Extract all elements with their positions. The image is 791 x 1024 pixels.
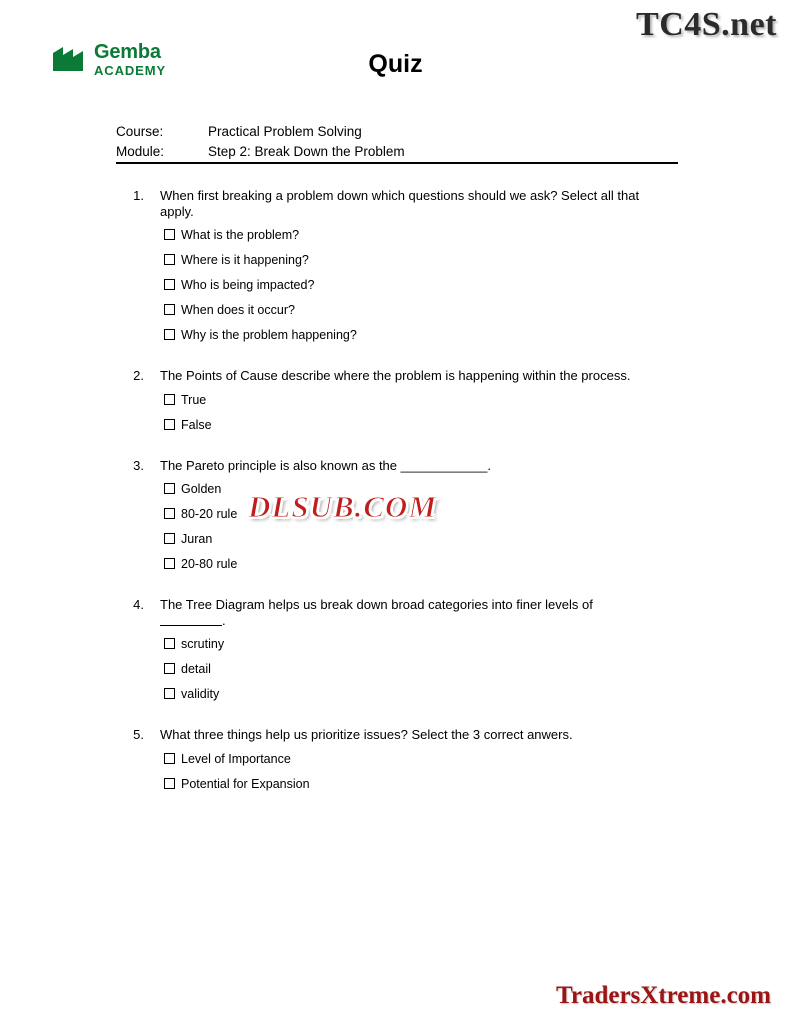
checkbox-icon[interactable] <box>164 663 175 674</box>
checkbox-icon[interactable] <box>164 229 175 240</box>
question-2-number: 2. <box>133 368 144 383</box>
watermark-tradersxtreme: TradersXtreme.com <box>556 982 771 1009</box>
checkbox-icon[interactable] <box>164 688 175 699</box>
option-label: What is the problem? <box>181 228 300 242</box>
page-title: Quiz <box>368 50 423 78</box>
logo-secondary-text: ACADEMY <box>94 63 167 78</box>
checkbox-icon[interactable] <box>164 419 175 430</box>
course-meta <box>116 122 678 162</box>
option-label: 80-20 rule <box>181 507 238 521</box>
checkbox-icon[interactable] <box>164 304 175 315</box>
checkbox-icon[interactable] <box>164 558 175 569</box>
watermark-tc4s: TC4S.net <box>636 6 777 43</box>
option-row[interactable] <box>164 303 716 317</box>
logo-primary-text: Gemba <box>94 41 161 63</box>
fill-in-blank[interactable] <box>160 614 222 626</box>
option-row[interactable] <box>164 393 716 407</box>
question-4-text <box>160 597 660 628</box>
option-label: detail <box>181 662 211 676</box>
option-label: Where is it happening? <box>181 253 309 267</box>
question-2-head <box>116 368 716 384</box>
question-2-text: The Points of Cause describe where the problem is happening within the process. <box>160 368 631 383</box>
option-row[interactable] <box>164 253 716 267</box>
question-2-options <box>164 393 716 432</box>
checkbox-icon[interactable] <box>164 279 175 290</box>
question-5-options <box>164 752 716 791</box>
header-divider <box>116 162 678 164</box>
question-1-options <box>164 228 716 342</box>
course-value: Practical Problem Solving <box>208 124 362 139</box>
option-row[interactable] <box>164 662 716 676</box>
checkbox-icon[interactable] <box>164 778 175 789</box>
option-label: scrutiny <box>181 637 225 651</box>
option-row[interactable] <box>164 328 716 342</box>
question-4-number: 4. <box>133 597 144 612</box>
question-5-text: What three things help us prioritize issues? Select the 3 correct anwers. <box>160 727 573 742</box>
module-row <box>116 142 678 162</box>
question-5-head <box>116 727 716 743</box>
option-row[interactable] <box>164 532 716 546</box>
option-row[interactable] <box>164 228 716 242</box>
question-1-number: 1. <box>133 188 144 203</box>
checkbox-icon[interactable] <box>164 753 175 764</box>
question-3-number: 3. <box>133 457 144 473</box>
checkbox-icon[interactable] <box>164 483 175 494</box>
option-row[interactable] <box>164 752 716 766</box>
watermark-dlsub: DLSUB.COM <box>248 489 438 524</box>
option-label: Level of Importance <box>181 751 291 766</box>
option-row[interactable] <box>164 418 716 432</box>
course-label: Course: <box>116 124 164 139</box>
option-label: Potential for Expansion <box>181 776 310 791</box>
option-label: validity <box>181 687 220 701</box>
module-label: Module: <box>116 144 165 159</box>
question-1-text: When first breaking a problem down which questions should we ask? Select all that apply. <box>160 188 640 219</box>
question-3-options <box>164 482 716 571</box>
option-label: When does it occur? <box>181 303 295 317</box>
question-5 <box>116 727 716 791</box>
question-2 <box>116 368 716 432</box>
option-row[interactable] <box>164 637 716 651</box>
option-row[interactable] <box>164 507 716 521</box>
option-row[interactable] <box>164 777 716 791</box>
option-label: Why is the problem happening? <box>181 328 357 342</box>
course-row <box>116 122 678 142</box>
checkbox-icon[interactable] <box>164 508 175 519</box>
checkbox-icon[interactable] <box>164 254 175 265</box>
question-5-number: 5. <box>133 727 144 742</box>
question-4-head <box>116 597 716 628</box>
question-3-head <box>116 458 716 474</box>
question-4-text-before: The Tree Diagram helps us break down broad categories into finer levels of <box>160 597 593 612</box>
option-row[interactable] <box>164 557 716 571</box>
option-label: Who is being impacted? <box>181 278 315 292</box>
question-4 <box>116 597 716 701</box>
question-1 <box>116 188 716 342</box>
checkbox-icon[interactable] <box>164 533 175 544</box>
question-3-text: The Pareto principle is also known as the ____________. <box>160 457 491 473</box>
option-label: Golden <box>181 482 222 496</box>
checkbox-icon[interactable] <box>164 329 175 340</box>
question-1-head <box>116 188 716 219</box>
checkbox-icon[interactable] <box>164 394 175 405</box>
option-row[interactable] <box>164 687 716 701</box>
option-label: True <box>181 392 207 407</box>
checkbox-icon[interactable] <box>164 638 175 649</box>
option-label: 20-80 rule <box>181 557 238 571</box>
question-4-text-after: . <box>222 612 226 628</box>
option-row[interactable] <box>164 482 716 496</box>
module-value: Step 2: Break Down the Problem <box>208 144 405 159</box>
option-label: Juran <box>181 532 213 546</box>
question-4-options <box>164 637 716 701</box>
option-row[interactable] <box>164 278 716 292</box>
option-label: False <box>181 417 212 432</box>
